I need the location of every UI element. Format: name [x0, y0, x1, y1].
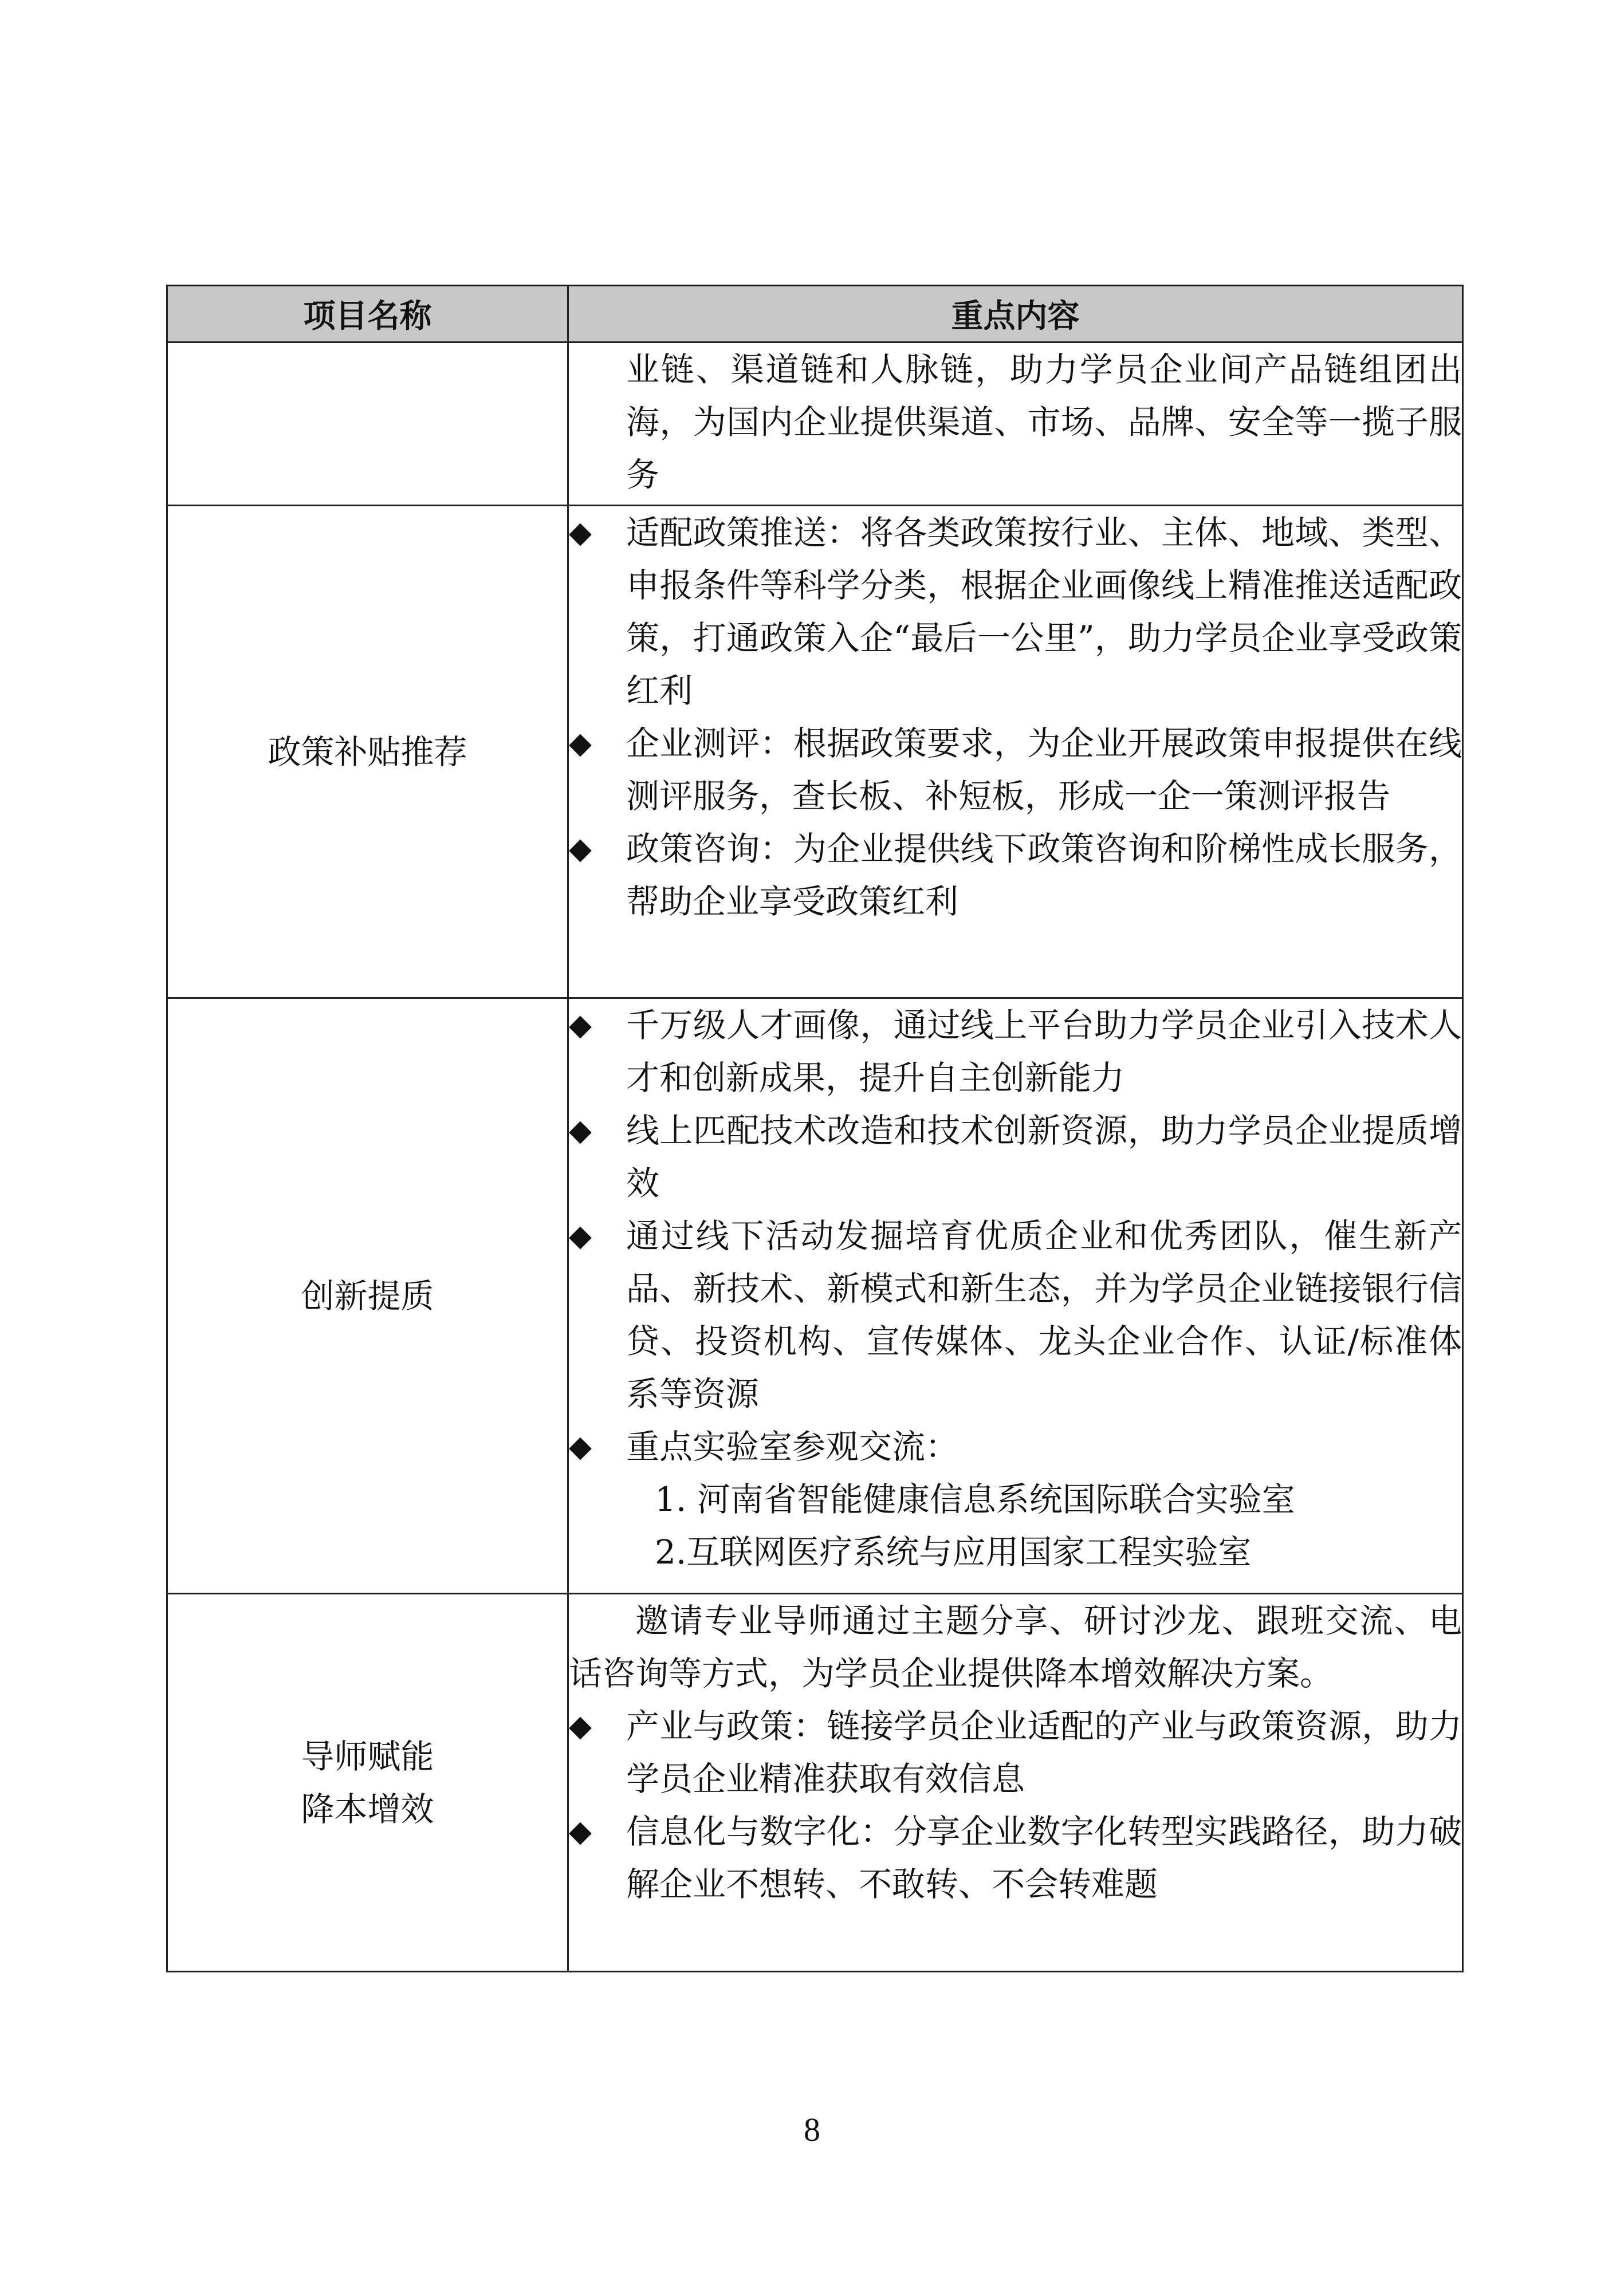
diamond-bullet-icon: ◆	[569, 832, 592, 866]
list-item-text: 通过线下活动发掘培育优质企业和优秀团队，催生新产品、新技术、新模式和新生态，并为学员企业链接银行信贷、投资机构、宣传媒体、龙头企业合作、认证/标准体系等资源	[626, 1216, 1462, 1413]
list-item-text: 线上匹配技术改造和技术创新资源，助力学员企业提质增效	[626, 1111, 1462, 1203]
table-row	[167, 342, 1463, 506]
row-name-line: 降本增效	[301, 1789, 434, 1829]
list-item	[569, 1420, 1462, 1473]
table-header-row	[167, 286, 1463, 342]
table-row	[167, 506, 1463, 998]
list-item	[569, 999, 1462, 1104]
diamond-bullet-icon: ◆	[569, 1709, 592, 1743]
row-content-cell	[568, 1594, 1463, 1972]
row-content-cell	[568, 342, 1463, 506]
intro-paragraph: 邀请专业导师通过主题分享、研讨沙龙、跟班交流、电话咨询等方式，为学员企业提供降本增效解决方案。	[569, 1601, 1462, 1693]
sub-item: 2.互联网医疗系统与应用国家工程实验室	[655, 1533, 1252, 1572]
header-project-name: 项目名称	[167, 286, 568, 342]
list-item	[569, 1700, 1462, 1805]
diamond-bullet-icon: ◆	[569, 1113, 592, 1148]
list-item	[569, 1805, 1462, 1911]
list-item-text: 产业与政策：链接学员企业适配的产业与政策资源，助力学员企业精准获取有效信息	[626, 1707, 1462, 1798]
table-row	[167, 1594, 1463, 1972]
list-item-text: 企业测评：根据政策要求，为企业开展政策申报提供在线测评服务，查长板、补短板，形成一企一策测评报告	[626, 724, 1462, 816]
project-table	[166, 285, 1464, 1972]
list-item-text: 重点实验室参观交流：	[626, 1427, 959, 1466]
row-name-cell: 创新提质	[167, 998, 568, 1594]
row-name-cell	[167, 342, 568, 506]
header-key-content: 重点内容	[568, 286, 1463, 342]
row-content-cell	[568, 506, 1463, 998]
list-item	[569, 1104, 1462, 1210]
page-number: 8	[804, 2111, 820, 2148]
list-item-text: 信息化与数字化：分享企业数字化转型实践路径，助力破解企业不想转、不敢转、不会转难题	[626, 1812, 1462, 1904]
list-item-text: 千万级人才画像，通过线上平台助力学员企业引入技术人才和创新成果，提升自主创新能力	[626, 1006, 1462, 1097]
row-name-line: 导师赋能	[301, 1736, 434, 1776]
list-item	[569, 717, 1462, 822]
diamond-bullet-icon: ◆	[569, 726, 592, 761]
diamond-bullet-icon: ◆	[569, 1429, 592, 1464]
list-item	[569, 822, 1462, 928]
diamond-bullet-icon: ◆	[569, 1219, 592, 1253]
list-item-text: 适配政策推送：将各类政策按行业、主体、地域、类型、申报条件等科学分类，根据企业画像线上精准推送适配政策，打通政策入企“最后一公里”，助力学员企业享受政策红利	[626, 513, 1462, 710]
continuation-text: 业链、渠道链和人脉链，助力学员企业间产品链组团出海，为国内企业提供渠道、市场、品牌、安全等一揽子服务	[626, 350, 1462, 494]
diamond-bullet-icon: ◆	[569, 515, 592, 550]
list-item-text: 政策咨询：为企业提供线下政策咨询和阶梯性成长服务，帮助企业享受政策红利	[626, 829, 1462, 921]
diamond-bullet-icon: ◆	[569, 1814, 592, 1849]
diamond-bullet-icon: ◆	[569, 1008, 592, 1042]
list-item	[569, 506, 1462, 717]
list-item	[569, 1210, 1462, 1420]
sub-item: 1. 河南省智能健康信息系统国际联合实验室	[655, 1480, 1295, 1519]
table-row	[167, 998, 1463, 1594]
row-name-cell	[167, 1594, 568, 1972]
row-name-cell: 政策补贴推荐	[167, 506, 568, 998]
row-content-cell	[568, 998, 1463, 1594]
